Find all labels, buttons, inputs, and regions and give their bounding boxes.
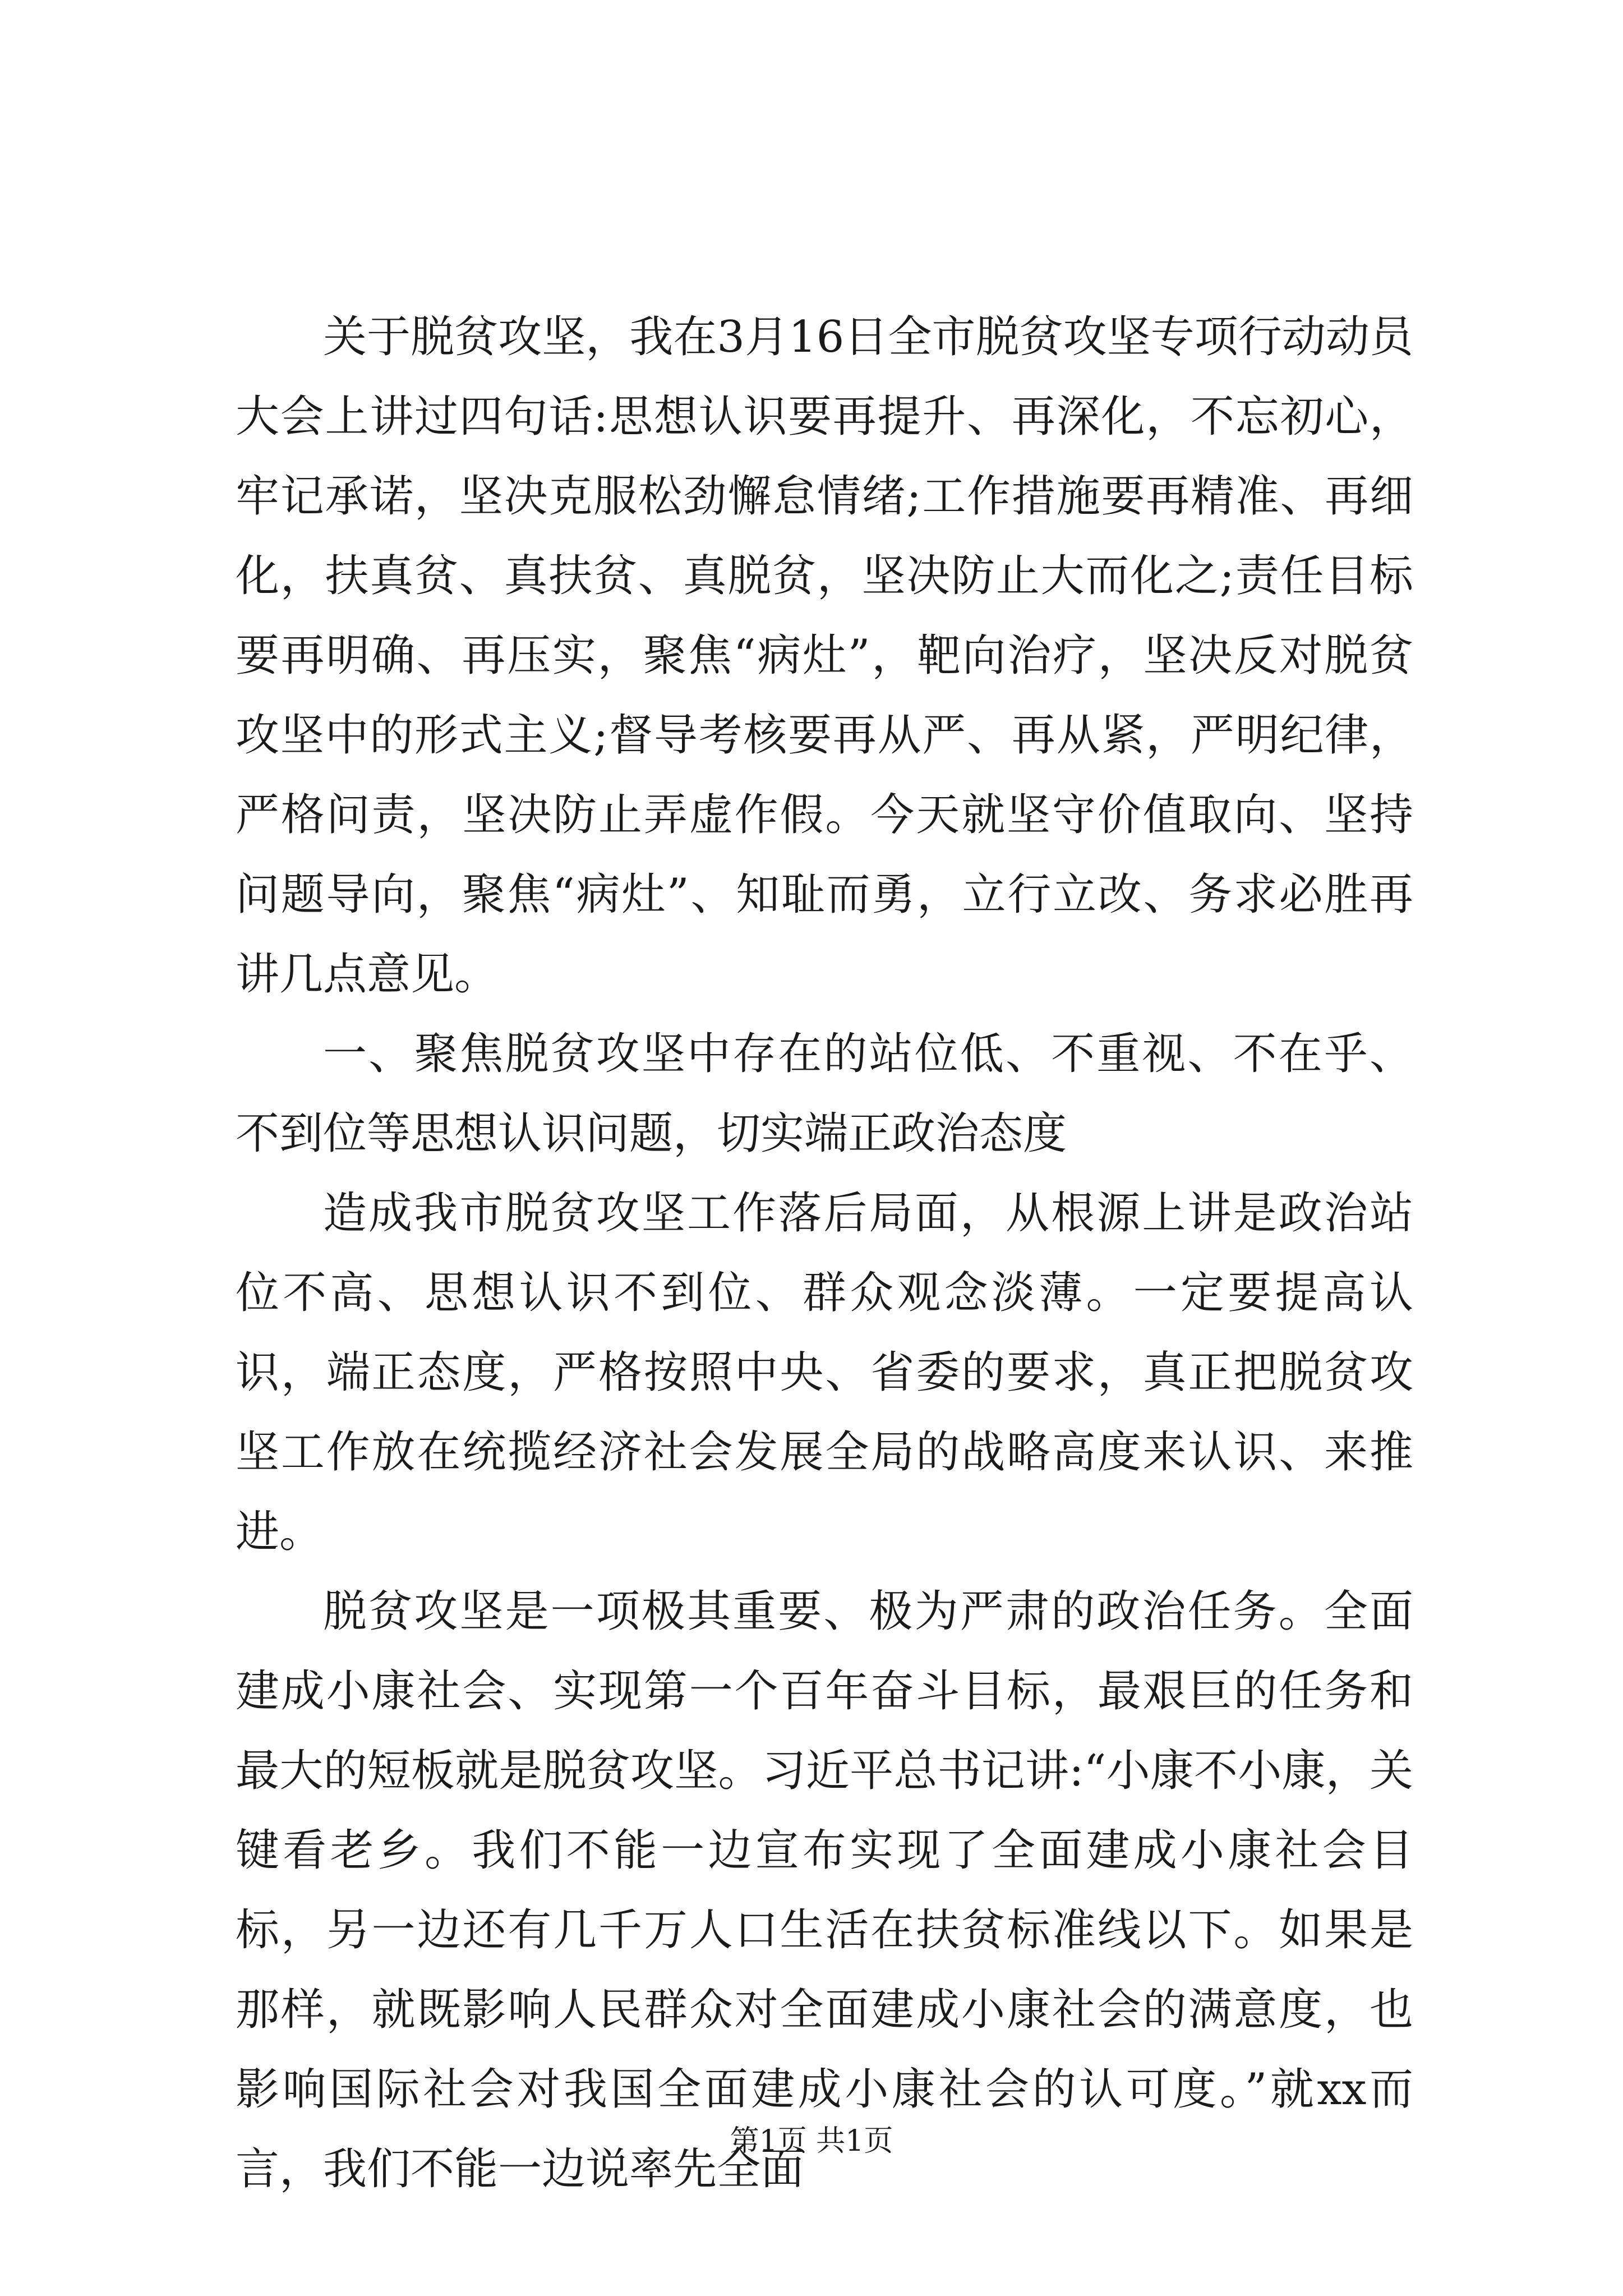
paragraph-political-task: 脱贫攻坚是一项极其重要、极为严肃的政治任务。全面建成小康社会、实现第一个百年奋斗目标，最艰巨的任务和最大的短板就是脱贫攻坚。习近平总书记讲:“小康不小康，关键看老乡。我们不能一边宣布实现了全面建成小康社会目标，另一边还有几千万人口生活在扶贫标准线以下。如果是那样，就既影响人民群众对全面建成小康社会的满意度，也影响国际社会对我国全面建成小康社会的认可度。”就xx而言，我们不能一边说率先全面 [236, 1586, 1413, 2194]
section-heading-1: 一、聚焦脱贫攻坚中存在的站位低、不重视、不在乎、不到位等思想认识问题，切实端正政治态度 [236, 1029, 1413, 1159]
paragraph-intro: 关于脱贫攻坚，我在3月16日全市脱贫攻坚专项行动动员大会上讲过四句话:思想认识要再提升、再深化，不忘初心，牢记承诺，坚决克服松劲懈怠情绪;工作措施要再精准、再细化，扶真贫、真扶贫、真脱贫，坚决防止大而化之;责任目标要再明确、再压实，聚焦“病灶”，靶向治疗，坚决反对脱贫攻坚中的形式主义;督导考核要再从严、再从紧，严明纪律，严格问责，坚决防止弄虚作假。今天就坚守价值取向、坚持问题导向，聚焦“病灶”、知耻而勇，立行立改、务求必胜再讲几点意见。 [236, 312, 1413, 1000]
paragraph-cause: 造成我市脱贫攻坚工作落后局面，从根源上讲是政治站位不高、思想认识不到位、群众观念淡薄。一定要提高认识，端正态度，严格按照中央、省委的要求，真正把脱贫攻坚工作放在统揽经济社会发展全局的战略高度来认识、来推进。 [236, 1188, 1413, 1557]
document-body [236, 297, 1413, 2209]
page-footer [0, 2122, 1623, 2161]
page-number: 第1页 共1页 [730, 2124, 893, 2158]
